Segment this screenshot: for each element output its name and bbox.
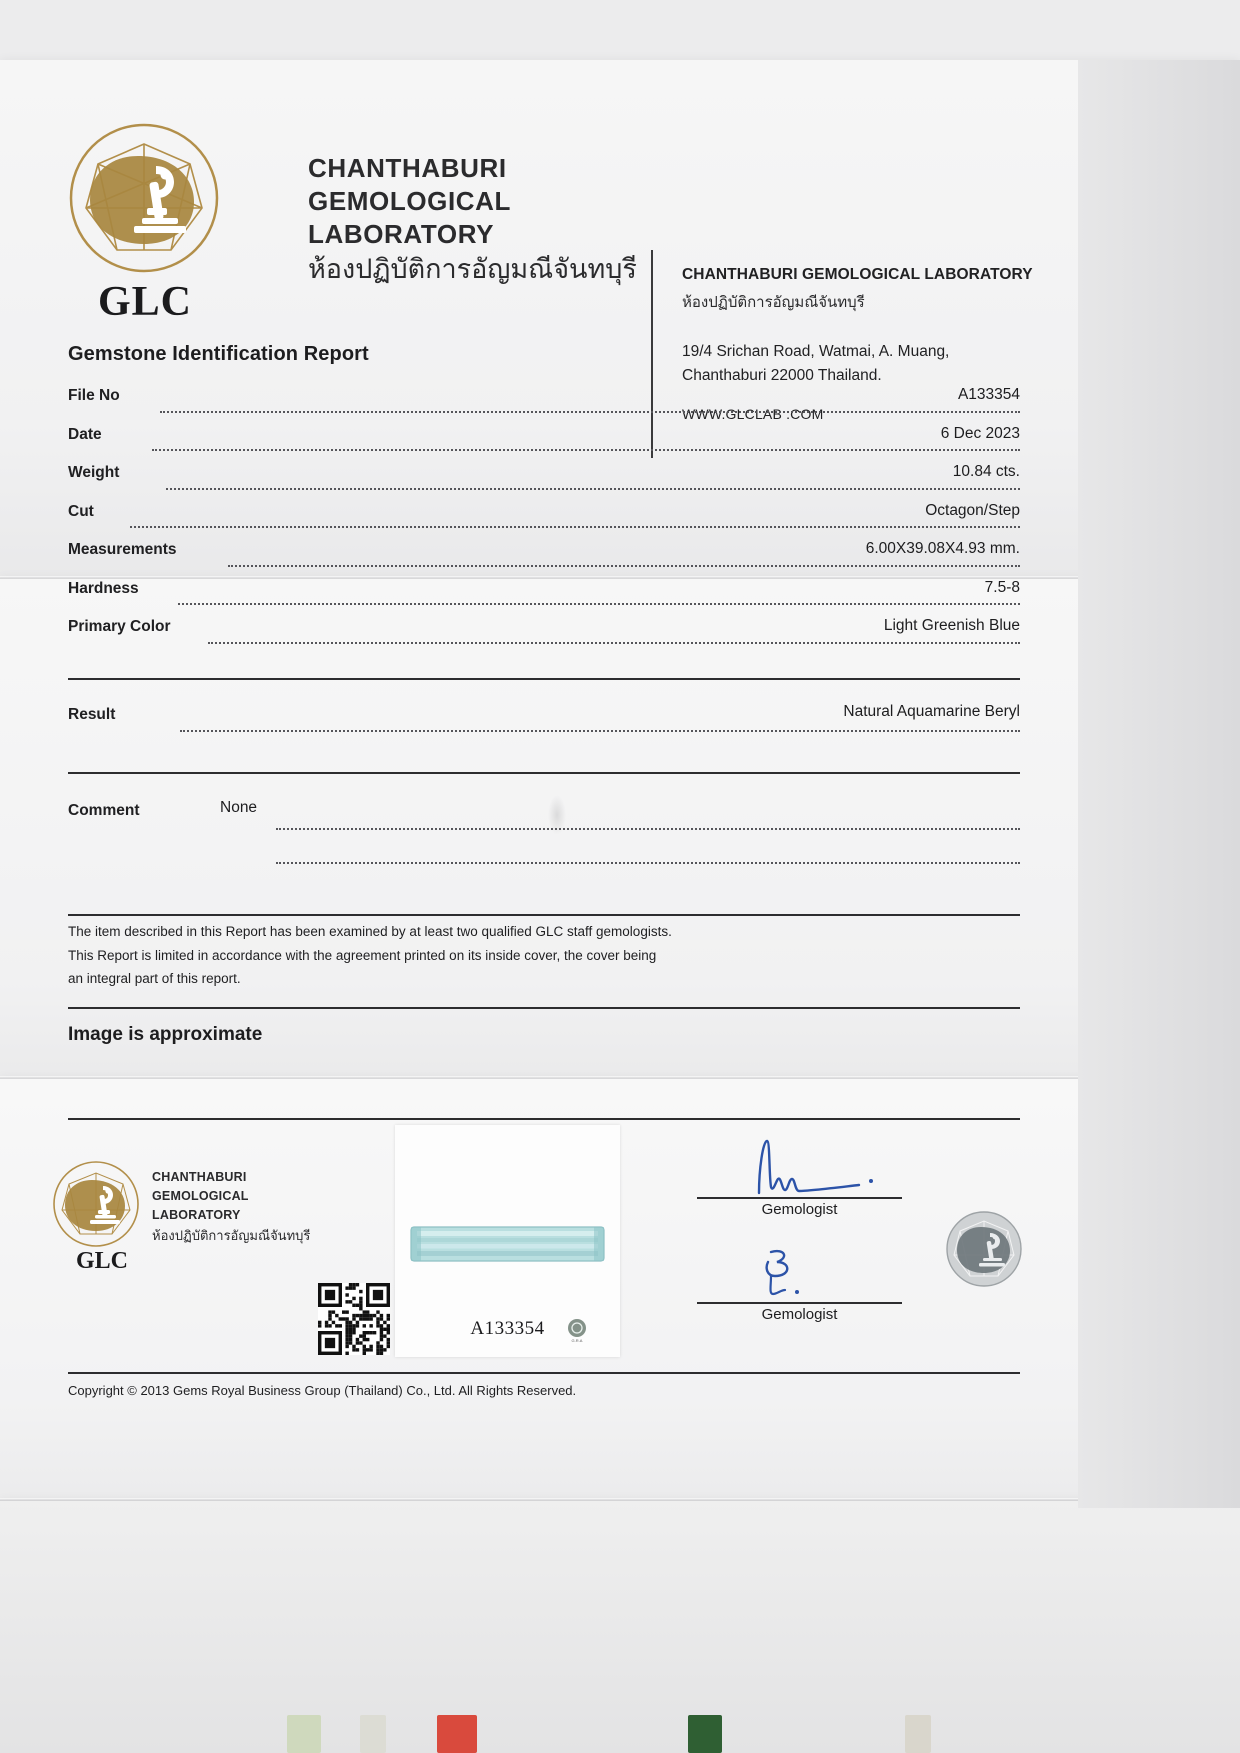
comment-label: Comment: [68, 802, 140, 819]
field-label: Date: [68, 425, 102, 443]
field-label: Weight: [68, 464, 120, 481]
section-rule: [68, 1118, 1020, 1120]
report-title: Gemstone Identification Report: [68, 343, 369, 365]
table-row: [68, 383, 1020, 422]
section-rule: [68, 1372, 1020, 1374]
report-fields-table: [68, 383, 1020, 653]
signature-label-2: Gemologist: [761, 1306, 838, 1323]
signature-ink-1: [737, 1135, 897, 1197]
footer-glc-acronym: GLC: [76, 1248, 129, 1274]
field-dotted-leader: [130, 524, 1020, 528]
footer-microscope-gem-logo-icon: [52, 1160, 140, 1248]
result-label: Result: [68, 706, 116, 723]
table-row: [68, 614, 1020, 653]
footer-brand-line-3: LABORATORY: [152, 1208, 241, 1222]
tail-color-chip: [905, 1715, 931, 1753]
comment-value: None: [220, 799, 258, 816]
paper-smudge: [548, 795, 566, 835]
disclaimer-block: [68, 920, 708, 991]
section-rule: [68, 678, 1020, 680]
table-row: [68, 460, 1020, 499]
image-approximate-note: Image is approximate: [68, 1024, 263, 1045]
section-rule: [68, 1007, 1020, 1009]
field-value: 6 Dec 2023: [940, 424, 1020, 442]
gemstone-photo-card: [395, 1125, 620, 1357]
section-rule: [68, 914, 1020, 916]
field-value: 7.5-8: [984, 578, 1020, 596]
tail-color-chip: [437, 1715, 477, 1753]
brand-name-block: [308, 152, 637, 289]
silver-microscope-seal-icon: [945, 1210, 1023, 1288]
brand-line-2: GEMOLOGICAL: [308, 186, 512, 216]
qr-code-icon[interactable]: [318, 1283, 390, 1355]
field-dotted-leader: [160, 409, 1020, 413]
footer-brand-line-1: CHANTHABURI: [152, 1170, 247, 1184]
address-line-1: 19/4 Srichan Road, Watmai, A. Muang,: [682, 343, 950, 360]
photo-file-number: A133354: [470, 1318, 545, 1339]
section-rule: [68, 772, 1020, 774]
tail-color-chip: [287, 1715, 321, 1753]
footer-brand-block: [152, 1168, 310, 1248]
table-row: [68, 422, 1020, 461]
signature-rule-2: [697, 1302, 902, 1304]
field-value: Light Greenish Blue: [883, 617, 1020, 634]
tail-color-chip: [360, 1715, 386, 1753]
field-label: File No: [68, 387, 120, 404]
brand-line-1: CHANTHABURI: [308, 153, 507, 183]
holographic-seal-icon: [563, 1315, 591, 1343]
table-row: [68, 499, 1020, 538]
table-row: [68, 576, 1020, 615]
field-value: Octagon/Step: [925, 501, 1020, 519]
comment-dotted-line-1: [276, 826, 1020, 830]
field-dotted-leader: [178, 601, 1020, 605]
field-label: Hardness: [68, 579, 139, 597]
glc-acronym: GLC: [98, 279, 193, 325]
disclaimer-line-3: an integral part of this report.: [68, 971, 241, 986]
field-label: Primary Color: [68, 618, 171, 635]
field-value: 10.84 cts.: [952, 463, 1020, 480]
field-value: A133354: [957, 386, 1020, 403]
lab-full-name: CHANTHABURI GEMOLOGICAL LABORATORY: [682, 266, 1033, 283]
address-line-2: Chanthaburi 22000 Thailand.: [682, 367, 882, 384]
field-dotted-leader: [208, 640, 1020, 644]
field-dotted-leader: [228, 563, 1020, 567]
brand-line-3: LABORATORY: [308, 219, 495, 249]
lab-website[interactable]: WWW.GLCLAB .COM: [682, 406, 824, 422]
copyright-text: Copyright © 2013 Gems Royal Business Group (Thailand) Co., Ltd. All Rights Reserved.: [68, 1383, 577, 1398]
field-label: Measurements: [68, 541, 177, 558]
field-label: Cut: [68, 502, 94, 520]
signature-ink-2: [737, 1240, 897, 1302]
brand-name-thai: ห้องปฏิบัติการอัญมณีจันทบุรี: [308, 254, 637, 285]
lab-full-name-thai: ห้องปฏิบัติการอัญมณีจันทบุรี: [682, 293, 865, 311]
disclaimer-line-1: The item described in this Report has been examined by at least two qualified GLC staff gemologists.: [68, 924, 672, 939]
footer-brand-thai: ห้องปฏิบัติการอัญมณีจันทบุรี: [152, 1229, 311, 1244]
tail-color-chip: [688, 1715, 722, 1753]
signature-rule-1: [697, 1197, 902, 1199]
disclaimer-line-2: This Report is limited in accordance with the agreement printed on its inside cover, the cover being: [68, 947, 657, 963]
aquamarine-baguette-photo-icon: [409, 1221, 606, 1267]
table-row: [68, 537, 1020, 576]
comment-dotted-line-2: [276, 860, 1020, 864]
result-dotted-line: [180, 728, 1020, 732]
field-dotted-leader: [152, 447, 1020, 451]
footer-brand-line-2: GEMOLOGICAL: [152, 1189, 249, 1203]
field-value: 6.00X39.08X4.93 mm.: [865, 540, 1020, 557]
microscope-gem-logo-icon: [68, 122, 220, 274]
result-value: Natural Aquamarine Beryl: [843, 703, 1020, 720]
svg-text:G.R.A: G.R.A: [571, 1338, 583, 1343]
signature-label-1: Gemologist: [761, 1201, 838, 1218]
result-row: [68, 700, 1020, 734]
field-dotted-leader: [166, 486, 1020, 490]
